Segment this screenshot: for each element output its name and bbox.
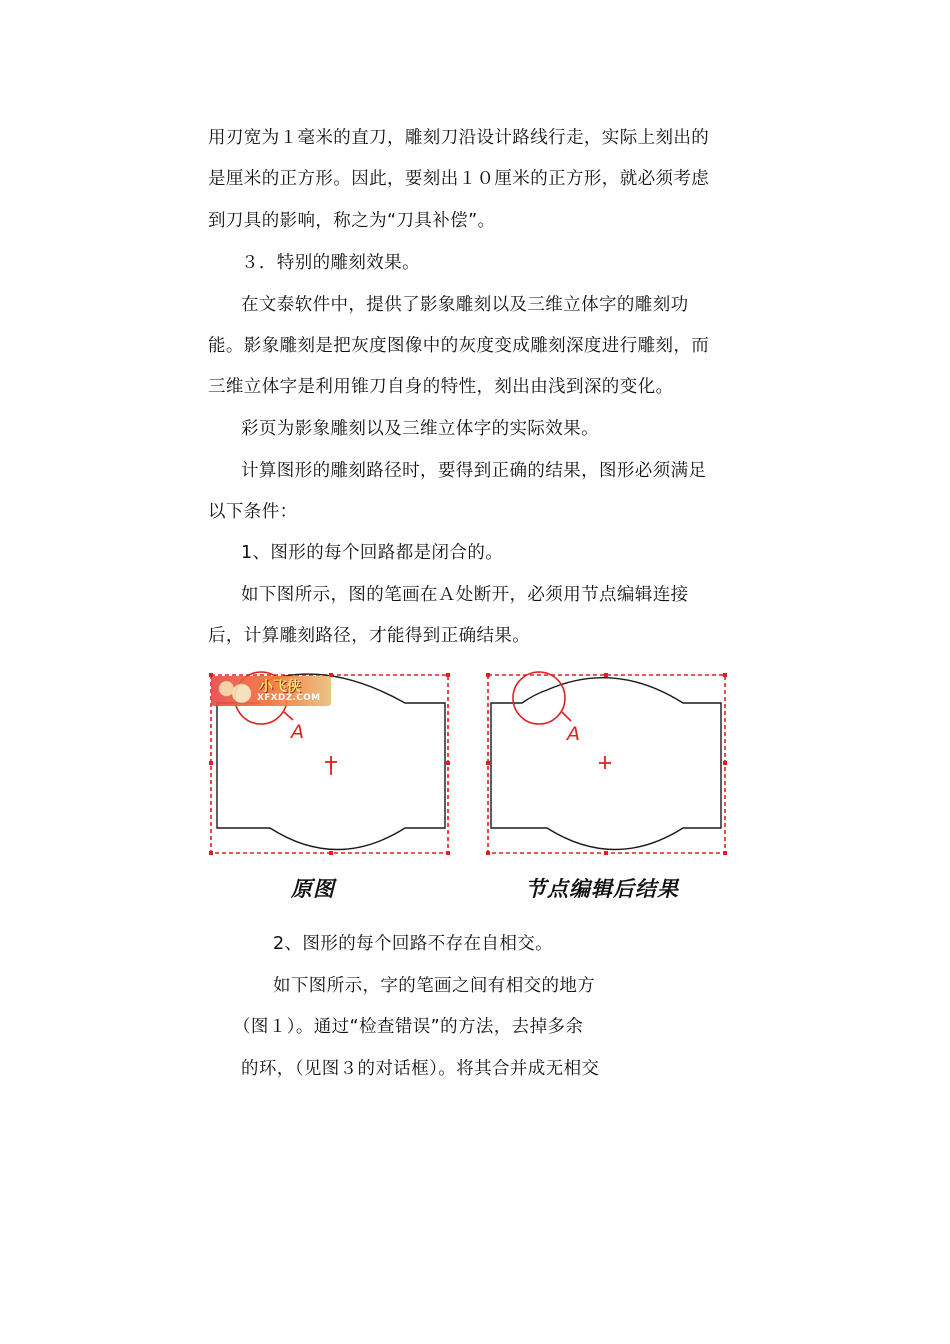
paragraph-line: 计算图形的雕刻路径时，要得到正确的结果，图形必须满足 [241,461,707,481]
watermark-url: XFXDZ.COM [257,693,321,703]
marker-leader [284,712,293,720]
paragraph-line: 以下条件： [208,502,298,522]
paragraph-line: （图１）。通过“检查错误”的方法，去掉多余 [233,1017,584,1037]
paragraph-line: 的环，（见图３的对话框）。将其合并成无相交 [241,1059,600,1079]
watermark-title: 小飞侠 [259,679,301,695]
marker-a-label: A [567,723,580,745]
paragraph-line: 后，计算雕刻路径，才能得到正确结果。 [208,626,531,646]
section-heading: ３．特别的雕刻效果。 [241,253,420,273]
marker-a-label: A [291,721,304,743]
paragraph-line: 如下图所示，图的笔画在Ａ处断开，必须用节点编辑连接 [241,585,689,605]
marker-leader [562,712,571,721]
edited-shape-panel [486,672,727,855]
paragraph-line: 到刀具的影响，称之为“刀具补偿”。 [208,211,496,231]
paragraph-line: 如下图所示，字的笔画之间有相交的地方 [273,976,596,996]
cartoon-figure-icon [215,679,253,703]
list-item: 1、图形的每个回路都是闭合的。 [241,543,504,563]
joined-circle [513,672,565,724]
paragraph-line: 在文泰软件中，提供了影象雕刻以及三维立体字的雕刻功 [241,295,689,315]
list-item: 2、图形的每个回路不存在自相交。 [273,934,554,954]
paragraph-line: 是厘米的正方形。因此，要刻出１０厘米的正方形，就必须考虑 [208,169,710,189]
right-caption: 节点编辑后结果 [525,877,679,901]
paragraph-line: 三维立体字是利用锥刀自身的特性，刻出由浅到深的变化。 [208,377,674,397]
watermark-logo [211,676,331,706]
paragraph-line: 能。影象雕刻是把灰度图像中的灰度变成雕刻深度进行雕刻，而 [208,336,710,356]
paragraph-line: 彩页为影象雕刻以及三维立体字的实际效果。 [241,419,599,439]
left-caption: 原图 [291,877,335,901]
paragraph-line: 用刃宽为１毫米的直刀，雕刻刀沿设计路线行走，实际上刻出的 [208,128,710,148]
